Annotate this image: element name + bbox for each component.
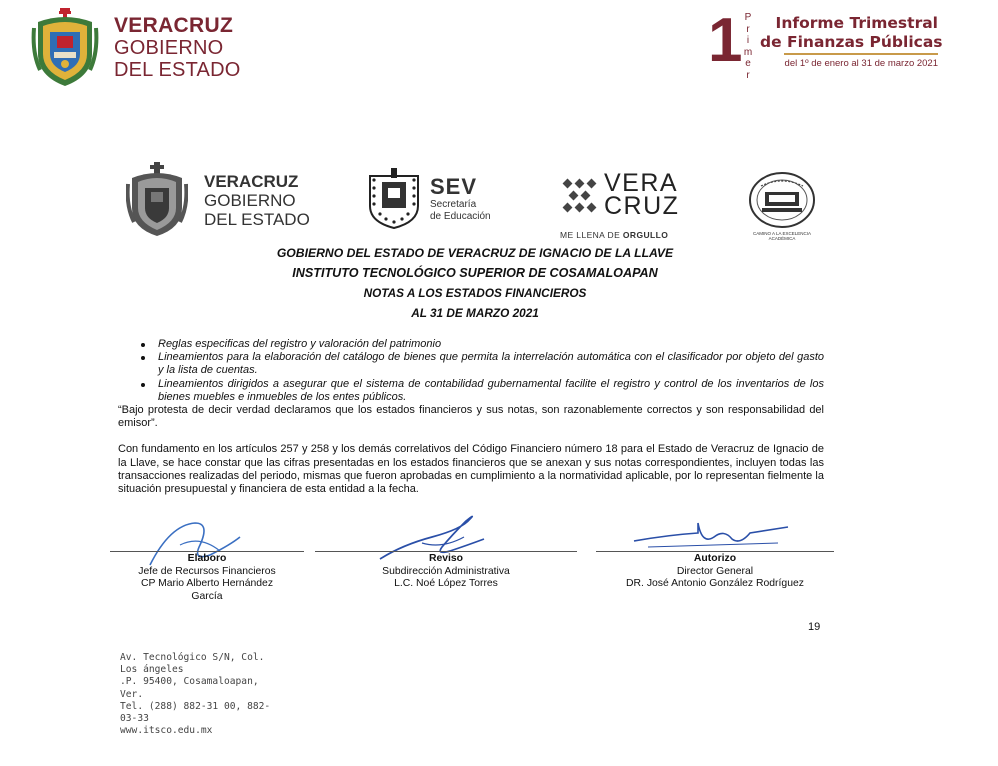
- address-line: Av. Tecnológico S/N, Col.: [120, 652, 265, 663]
- report-title-line2: de Finanzas Públicas: [760, 33, 943, 51]
- signature-line-2: [315, 551, 577, 552]
- signature-role: Elaboro: [187, 553, 227, 564]
- title-institute: INSTITUTO TECNOLÓGICO SUPERIOR DE COSAMALOAPAN: [292, 266, 658, 280]
- title-date: AL 31 DE MARZO 2021: [411, 306, 539, 320]
- veracruz-government-logo-text: [204, 172, 310, 229]
- institution-address: [120, 652, 320, 737]
- veracruz-coat-of-arms-icon: [30, 8, 100, 88]
- address-line: Tel. (288) 882-31 00, 882-: [120, 700, 271, 712]
- signature-role: Autorizo: [693, 553, 737, 564]
- signature-role: Reviso: [428, 553, 464, 564]
- report-ordinal-letter: m: [743, 46, 753, 58]
- website-link[interactable]: www.itsco.edu.mx: [120, 725, 213, 737]
- report-header: [708, 6, 943, 81]
- tagline-normal: ME LLENA DE: [560, 230, 621, 240]
- signature-scribble-3-icon: [628, 515, 798, 555]
- tagline-bold: ORGULLO: [622, 230, 669, 240]
- signature-reviso: [315, 553, 577, 591]
- brand-line-cruz: CRUZ: [604, 192, 680, 220]
- report-period: del 1º de enero al 31 de marzo 2021: [784, 57, 938, 69]
- veracruz-shield-gray-icon: [126, 162, 188, 238]
- page-number: 19: [808, 621, 821, 633]
- address-line: 03-33: [120, 713, 149, 725]
- veracruz-pattern-icon: [560, 176, 600, 216]
- report-ordinal-letter: r: [746, 23, 750, 35]
- title-notes: NOTAS A LOS ESTADOS FINANCIEROS: [363, 286, 587, 300]
- signature-autorizo: [596, 553, 834, 591]
- itsco-seal-icon: [747, 172, 817, 230]
- signature-title: Subdirección Administrativa: [382, 565, 510, 577]
- report-title-line1: Informe Trimestral: [775, 14, 938, 32]
- address-line: .P. 95400, Cosamaloapan,: [120, 676, 259, 688]
- sev-logo-text: [430, 175, 491, 223]
- report-ordinal-vertical: [742, 12, 754, 82]
- bullet-list: [118, 338, 824, 404]
- veracruz-brand-wordmark: [604, 169, 680, 220]
- signature-title: Jefe de Recursos Financieros: [138, 565, 276, 577]
- report-title-block: [760, 14, 943, 69]
- address-line: Los ángeles: [120, 664, 184, 676]
- document-titles: [120, 243, 830, 323]
- itsco-caption-line1: CAMINO A LA EXCELENCIA: [752, 231, 812, 236]
- signature-line-3: [596, 551, 834, 552]
- sev-line-educacion: de Educación: [430, 211, 491, 222]
- bullet-item: Lineamientos para la elaboración del catálogo de bienes que permita la interrelación automática con el clasificador por objeto del gasto y la lista de cuentas.: [158, 351, 824, 377]
- document-body: [118, 338, 824, 496]
- itsco-logo: [742, 172, 822, 240]
- itsco-caption: [738, 231, 826, 241]
- bullet-item: Reglas especificas del registro y valoración del patrimonio: [158, 338, 824, 351]
- state-government-name: [114, 15, 240, 81]
- report-ordinal-letter: i: [746, 35, 750, 47]
- signature-name-continued: García: [191, 590, 223, 602]
- title-government: GOBIERNO DEL ESTADO DE VERACRUZ DE IGNACIO DE LA LLAVE: [276, 246, 674, 260]
- report-ordinal-letter: r: [746, 69, 750, 81]
- report-title-divider: [784, 53, 938, 55]
- gov-line-del-estado: DEL ESTADO: [114, 59, 241, 81]
- gov-line-veracruz: VERACRUZ: [114, 14, 234, 37]
- address-line: Ver.: [120, 688, 144, 700]
- signature-title: Director General: [676, 565, 754, 577]
- veracruz-government-logo: [126, 162, 310, 238]
- declaration-paragraph: “Bajo protesta de decir verdad declaramos que los estados financieros y sus notas, son razonablemente correctos y son responsabilidad del emisor”.: [118, 404, 824, 430]
- signature-name: L.C. Noé López Torres: [394, 578, 498, 590]
- sev-logo: [366, 168, 491, 230]
- state-government-header: [30, 6, 260, 90]
- signature-block: [110, 515, 834, 605]
- sev-line-secretaria: Secretaría: [430, 199, 477, 210]
- logo-line-gobierno: GOBIERNO: [204, 190, 296, 210]
- report-ordinal-letter: P: [744, 12, 752, 23]
- foundation-paragraph: Con fundamento en los artículos 257 y 258 y los demás correlativos del Código Financiero número 18 para el Estado de Veracruz de Ignacio de la Llave, se hace constar que las cifras presentadas en los estados financieros que se anexan y sus notas correspondientes, incluyen todas las transacciones realizadas del periodo, mismas que fueron aprobadas en cumplimiento a la normatividad aplicable, por lo representan fielmente la situación presupuestal y financiera de esta entidad a la fecha.: [118, 443, 824, 496]
- bullet-item: Lineamientos dirigidos a asegurar que el sistema de contabilidad gubernamental facilite el registro y control de los inventarios de los bienes muebles e inmuebles de los entes públicos.: [158, 377, 824, 403]
- sev-acronym: SEV: [430, 174, 478, 199]
- logo-line-del-estado: DEL ESTADO: [204, 209, 310, 229]
- veracruz-brand-tagline: [560, 230, 668, 240]
- signature-line-1: [110, 551, 304, 552]
- gov-line-gobierno: GOBIERNO: [114, 37, 224, 59]
- signature-elaboro: [110, 553, 304, 603]
- report-ordinal-letter: e: [745, 58, 751, 70]
- signature-name: CP Mario Alberto Hernández: [140, 578, 274, 590]
- logo-line-veracruz: VERACRUZ: [204, 171, 299, 191]
- brand-line-vera: VERA: [604, 169, 679, 197]
- signature-name: DR. José Antonio González Rodríguez: [626, 578, 804, 590]
- institution-logos: [120, 158, 830, 240]
- veracruz-brand-logo: [560, 169, 690, 242]
- itsco-caption-line2: ACADÉMICA: [768, 236, 796, 241]
- report-number: 1: [708, 6, 743, 75]
- sev-shield-icon: [366, 168, 422, 230]
